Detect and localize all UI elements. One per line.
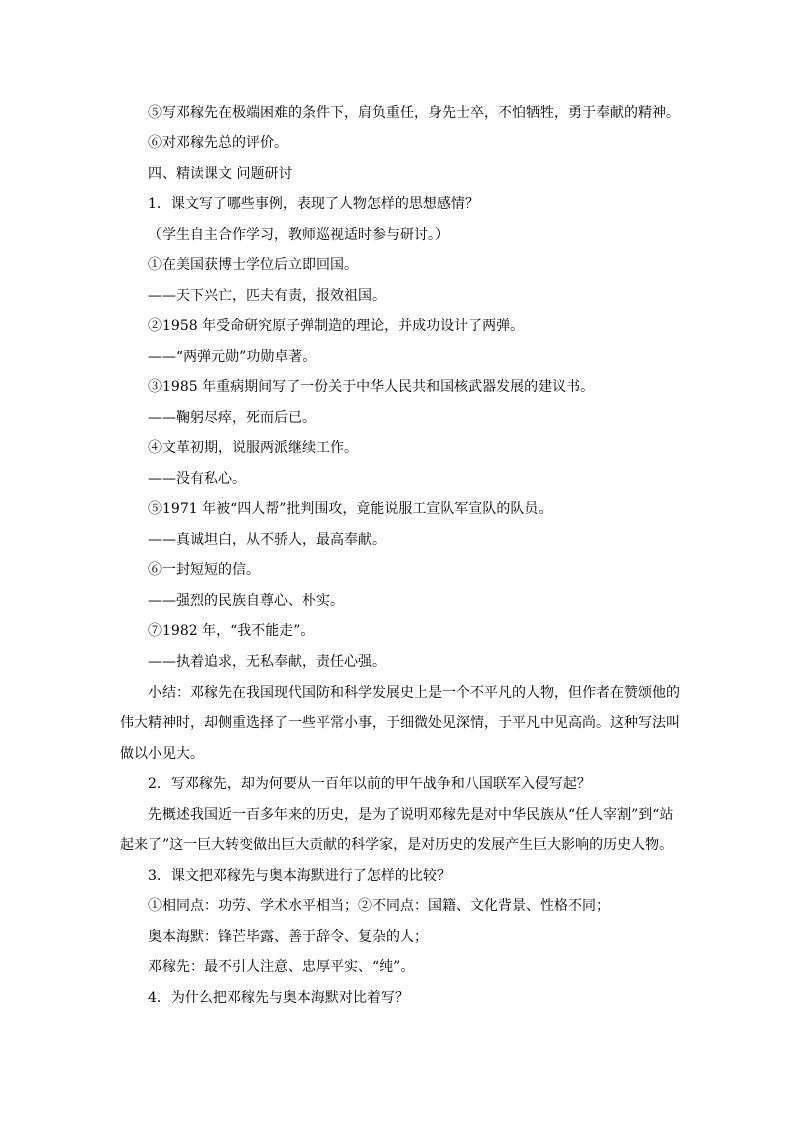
text-line: ①在美国获博士学位后立即回国。: [148, 257, 358, 273]
text-line: 起来了”这一巨大转变做出巨大贡献的科学家，是对历史的发展产生巨大影响的历史人物。: [120, 837, 674, 853]
question-heading: 3．课文把邓稼先与奥本海默进行了怎样的比较？: [148, 868, 451, 884]
text-line: ⑥一封短短的信。: [148, 562, 260, 578]
text-line: 邓稼先：最不引人注意、忠厚平实、“纯”。: [148, 959, 415, 975]
question-heading: 1．课文写了哪些事例，表现了人物怎样的思想感情？: [148, 196, 479, 212]
text-line: 先概述我国近一百多年来的历史，是为了说明邓稼先是对中华民族从“任人宰割”到“站: [148, 807, 674, 823]
text-line: ——没有私心。: [148, 471, 246, 487]
text-line: ⑤写邓稼先在极端困难的条件下，肩负重任，身先士卒，不怕牺牲，勇于奉献的精神。: [148, 105, 680, 121]
text-line: ②1958 年受命研究原子弹制造的理论，并成功设计了两弹。: [148, 318, 525, 334]
text-line: 做以小见大。: [120, 746, 204, 762]
text-line: ——“两弹元勋”功勋卓著。: [148, 349, 317, 365]
text-line: ⑤1971 年被“四人帮”批判围攻，竟能说服工宣队军宣队的队员。: [148, 501, 553, 517]
text-line: ——天下兴亡，匹夫有责，报效祖国。: [148, 288, 386, 304]
text-line: ——执着追求，无私奉献，责任心强。: [148, 654, 386, 670]
question-heading: 2．写邓稼先，却为何要从一百年以前的甲午战争和八国联军入侵写起？: [148, 776, 591, 792]
text-line: 伟大精神时，却侧重选择了一些平常小事，于细微处见深情，于平凡中见高尚。这种写法叫: [120, 715, 680, 731]
section-heading: 四、精读课文 问题研讨: [148, 166, 293, 182]
text-line: ——鞠躬尽瘁，死而后已。: [148, 410, 316, 426]
text-line: ④文革初期，说服两派继续工作。: [148, 440, 358, 456]
text-line: ——强烈的民族自尊心、朴实。: [148, 593, 344, 609]
question-heading: 4．为什么把邓稼先与奥本海默对比着写？: [148, 990, 409, 1006]
text-line: ⑦1982 年，“我不能走”。: [148, 623, 315, 639]
text-line: 奥本海默：锋芒毕露、善于辞令、复杂的人；: [148, 929, 428, 945]
text-line: ①相同点：功劳、学术水平相当；②不同点：国籍、文化背景、性格不同；: [148, 898, 610, 914]
text-line: ——真诚坦白，从不骄人，最高奉献。: [148, 532, 386, 548]
text-line: ⑥对邓稼先总的评价。: [148, 135, 288, 151]
text-line: 小结：邓稼先在我国现代国防和科学发展史上是一个不平凡的人物，但作者在赞颂他的: [148, 685, 680, 701]
text-line: （学生自主合作学习，教师巡视适时参与研讨。）: [148, 227, 449, 243]
text-line: ③1985 年重病期间写了一份关于中华人民共和国核武器发展的建议书。: [148, 379, 595, 395]
